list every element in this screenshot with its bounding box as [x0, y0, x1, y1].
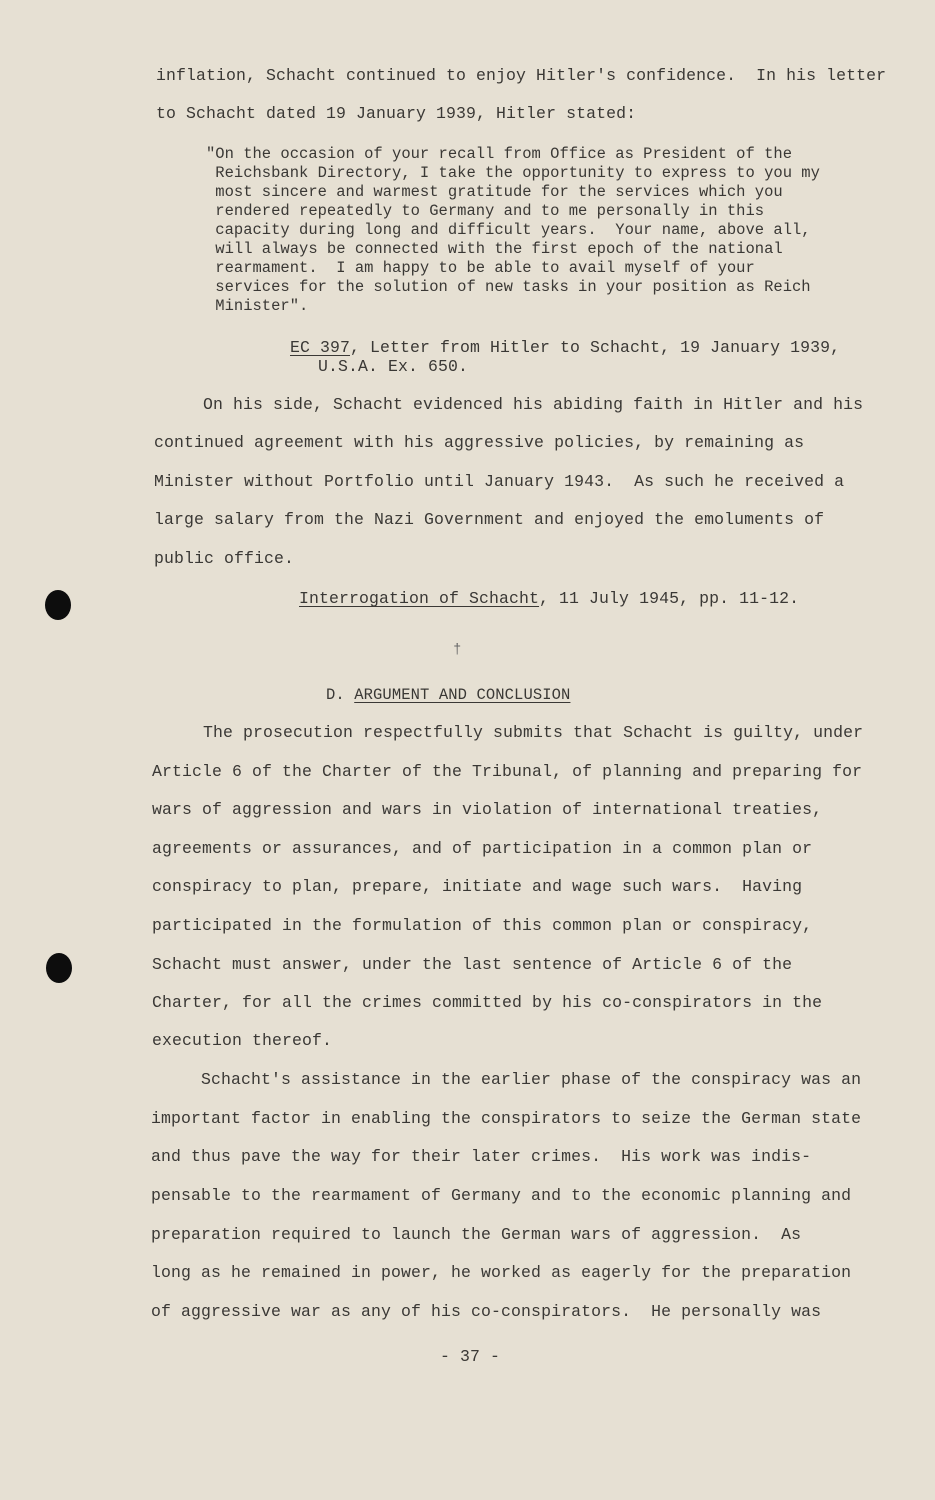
- citation-text: , 11 July 1945, pp. 11-12.: [539, 589, 800, 608]
- citation-ec397: [290, 338, 840, 357]
- quote-line: Reichsbank Directory, I take the opportunity to express to you my: [206, 164, 820, 182]
- section-title: ARGUMENT AND CONCLUSION: [354, 686, 571, 704]
- para2-line: public office.: [154, 549, 295, 568]
- para4-line: important factor in enabling the conspirators to seize the German state: [151, 1109, 862, 1128]
- para3-line: Schacht must answer, under the last sentence of Article 6 of the: [152, 955, 793, 974]
- punch-hole-lower: [46, 953, 72, 983]
- punch-hole-upper: [45, 590, 71, 620]
- para4-line: preparation required to launch the German wars of aggression. As: [151, 1225, 802, 1244]
- para1-line: inflation, Schacht continued to enjoy Hitler's confidence. In his letter: [156, 66, 887, 85]
- quote-line: rendered repeatedly to Germany and to me personally in this: [206, 202, 765, 220]
- para3-line: wars of aggression and wars in violation of international treaties,: [152, 800, 823, 819]
- quote-line: rearmament. I am happy to be able to avail myself of your: [206, 259, 755, 277]
- para3-line: Article 6 of the Charter of the Tribunal, of planning and preparing for: [152, 762, 863, 781]
- para3-line: execution thereof.: [152, 1031, 333, 1050]
- para3-line: conspiracy to plan, prepare, initiate and wage such wars. Having: [152, 877, 803, 896]
- para4-line: of aggressive war as any of his co-conspirators. He personally was: [151, 1302, 822, 1321]
- para3-line: participated in the formulation of this common plan or conspiracy,: [152, 916, 813, 935]
- citation-exhibit: U.S.A. Ex. 650.: [318, 357, 469, 376]
- section-heading: [326, 686, 570, 704]
- para3-line: Charter, for all the crimes committed by his co-conspirators in the: [152, 993, 823, 1012]
- citation-ref: Interrogation of Schacht: [299, 589, 540, 608]
- para2-line: large salary from the Nazi Government and enjoyed the emoluments of: [154, 510, 825, 529]
- page-number: - 37 -: [440, 1347, 501, 1366]
- para2-line: continued agreement with his aggressive policies, by remaining as: [154, 433, 805, 452]
- citation-interrogation: [299, 589, 799, 608]
- quote-line: Minister".: [206, 297, 309, 315]
- citation-ref: EC 397: [290, 338, 351, 357]
- quote-line: capacity during long and difficult years. Your name, above all,: [206, 221, 811, 239]
- para3-line: The prosecution respectfully submits that Schacht is guilty, under: [203, 723, 864, 742]
- para1-line: to Schacht dated 19 January 1939, Hitler stated:: [156, 104, 637, 123]
- para4-line: long as he remained in power, he worked as eagerly for the preparation: [151, 1263, 852, 1282]
- para4-line: Schacht's assistance in the earlier phase of the conspiracy was an: [201, 1070, 862, 1089]
- para2-line: On his side, Schacht evidenced his abiding faith in Hitler and his: [203, 395, 864, 414]
- para4-line: and thus pave the way for their later crimes. His work was indis-: [151, 1147, 812, 1166]
- section-prefix: D.: [326, 686, 355, 704]
- quote-line: will always be connected with the first epoch of the national: [206, 240, 783, 258]
- para4-line: pensable to the rearmament of Germany and to the economic planning and: [151, 1186, 852, 1205]
- quote-line: most sincere and warmest gratitude for the services which you: [206, 183, 783, 201]
- quote-line: "On the occasion of your recall from Office as President of the: [206, 145, 792, 163]
- para2-line: Minister without Portfolio until January 1943. As such he received a: [154, 472, 845, 491]
- section-mark-icon: †: [453, 642, 462, 658]
- para3-line: agreements or assurances, and of participation in a common plan or: [152, 839, 813, 858]
- citation-text: , Letter from Hitler to Schacht, 19 January 1939,: [350, 338, 841, 357]
- quote-line: services for the solution of new tasks in your position as Reich: [206, 278, 811, 296]
